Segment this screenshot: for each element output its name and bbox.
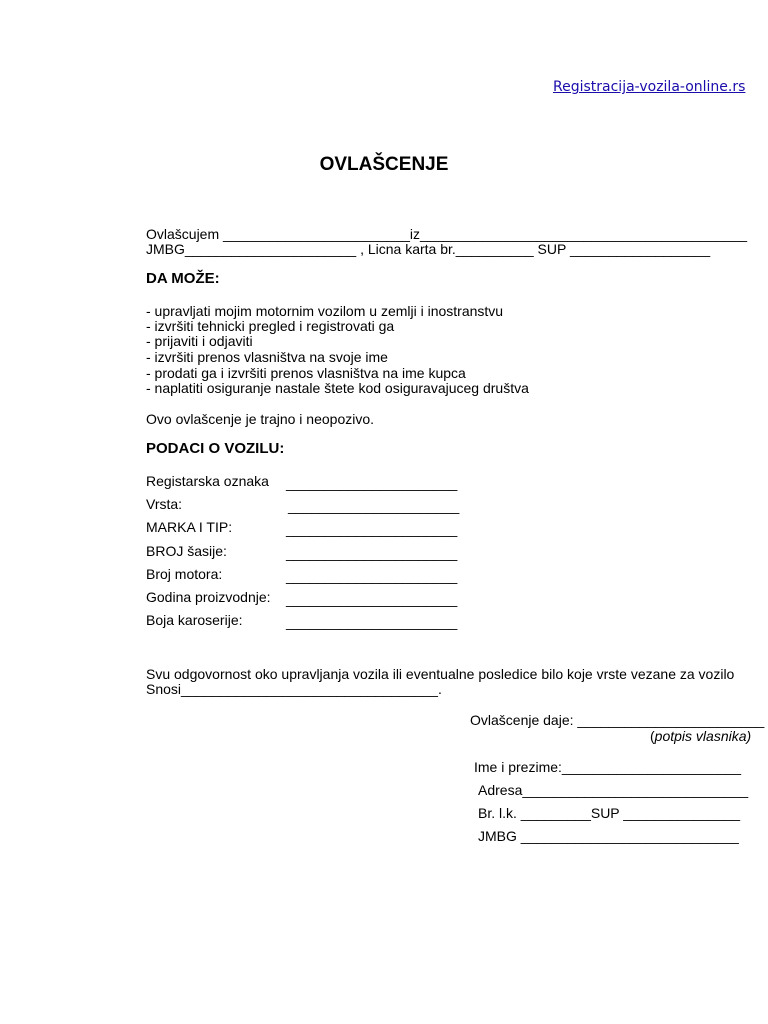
authorization-line-2: JMBG______________________ , Licna karta br.__________ SUP __________________ [146, 241, 711, 257]
irrevocable-note: Ovo ovlašcenje je trajno i neopozivo. [146, 411, 375, 427]
owner-name-field: Ime i prezime:_______________________ [474, 759, 741, 775]
vehicle-field-blank: ______________________ [286, 568, 458, 584]
vehicle-field-label: BROJ šasije: [146, 543, 227, 559]
caption-text: potpis vlasnika) [654, 728, 752, 744]
vehicle-data-heading: PODACI O VOZILU: [146, 440, 285, 457]
document-title: OVLAŠCENJE [319, 154, 449, 175]
permission-item: - prijaviti i odjaviti [146, 333, 253, 349]
owner-address-field: Adresa_____________________________ [478, 782, 749, 798]
vehicle-field-label: Vrsta: [146, 496, 183, 512]
website-link[interactable]: Registracija-vozila-online.rs [553, 79, 746, 95]
vehicle-field-label: MARKA I TIP: [146, 519, 233, 535]
signature-caption [650, 728, 751, 744]
vehicle-field-blank: ______________________ [286, 521, 458, 537]
vehicle-field-blank: ______________________ [288, 498, 460, 514]
permission-item: - izvršiti tehnicki pregled i registrovati ga [146, 318, 395, 334]
responsibility-line-2: Snosi_________________________________. [146, 681, 442, 697]
permission-item: - prodati ga i izvršiti prenos vlasništva na ime kupca [146, 365, 466, 381]
vehicle-field-blank: ______________________ [286, 545, 458, 561]
da-moze-heading: DA MOŽE: [146, 270, 220, 287]
vehicle-field-label: Broj motora: [146, 566, 223, 582]
vehicle-field-label: Registarska oznaka [146, 473, 269, 489]
signature-line: Ovlašcenje daje: ________________________ [470, 712, 765, 728]
vehicle-field-blank: ______________________ [286, 591, 458, 607]
caption-paren: ( [650, 728, 655, 744]
vehicle-field-blank: ______________________ [286, 614, 458, 630]
responsibility-line-1: Svu odgovornost oko upravljanja vozila ili eventualne posledice bilo koje vrste vezane za vozilo [146, 666, 735, 682]
owner-id-card-field: Br. l.k. _________SUP _______________ [478, 805, 741, 821]
vehicle-field-label: Godina proizvodnje: [146, 589, 271, 605]
vehicle-field-blank: ______________________ [286, 475, 458, 491]
vehicle-field-label: Boja karoserije: [146, 612, 243, 628]
permission-item: - upravljati mojim motornim vozilom u zemlji i inostranstvu [146, 303, 504, 319]
owner-jmbg-field: JMBG ____________________________ [478, 828, 739, 844]
permission-item: - izvršiti prenos vlasništva na svoje ime [146, 349, 388, 365]
permission-item: - naplatiti osiguranje nastale štete kod osiguravajuceg društva [146, 380, 529, 396]
authorization-line-1: Ovlašcujem ________________________iz__________________________________________ [146, 226, 748, 242]
